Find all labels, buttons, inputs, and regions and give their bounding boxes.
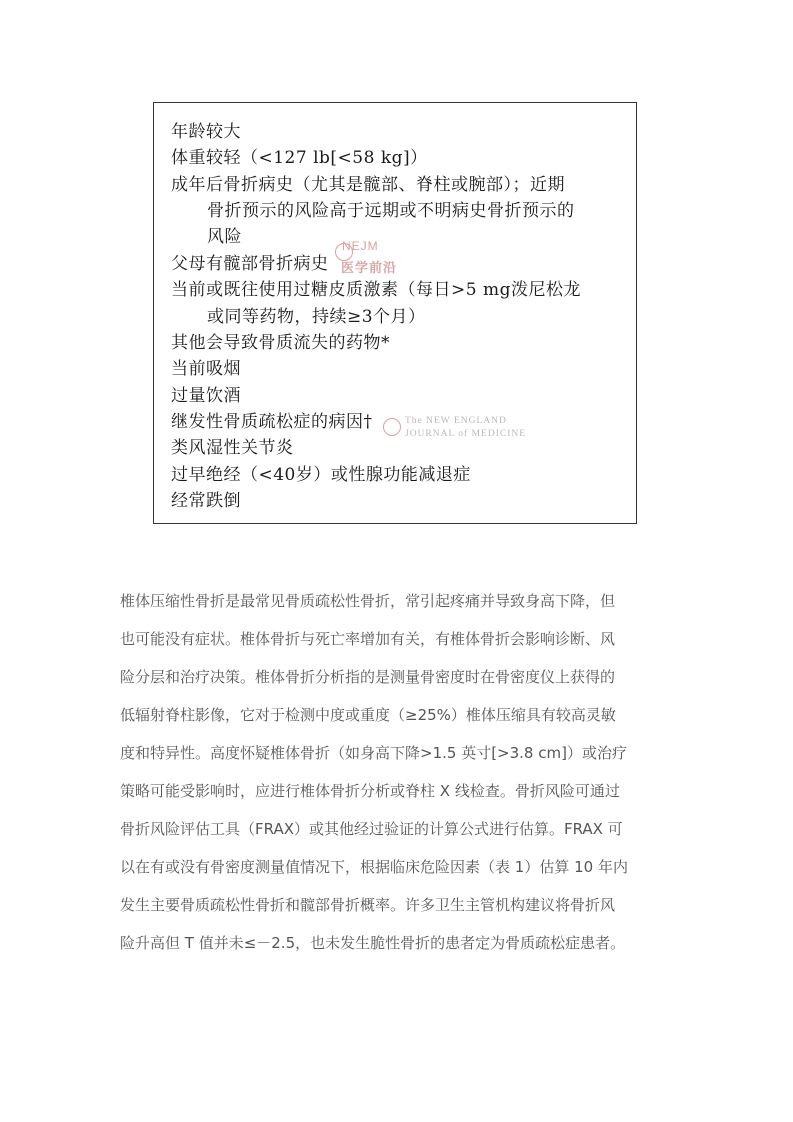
- nejm-watermark: [335, 239, 425, 283]
- paragraph-line: 低辐射脊柱影像，它对于检测中度或重度（≥25%）椎体压缩具有较高灵敏: [120, 706, 616, 724]
- paragraph-line: 度和特异性。高度怀疑椎体骨折（如身高下降>1.5 英寸[>3.8 cm]）或治疗: [120, 744, 627, 762]
- paragraph-line: 椎体压缩性骨折是最常见骨质疏松性骨折，常引起疼痛并导致身高下降，但: [120, 592, 616, 610]
- watermark-journal-line2: JOURNAL of MEDICINE: [405, 429, 527, 439]
- risk-factor-item: 父母有髋部骨折病史: [171, 254, 329, 274]
- watermark-brand-cn: 医学前沿: [341, 261, 398, 276]
- risk-factor-item: 成年后骨折病史（尤其是髋部、脊柱或腕部）；近期: [171, 175, 565, 195]
- risk-factor-item: 类风湿性关节炎: [171, 438, 294, 458]
- risk-factor-item-continued: 骨折预示的风险高于远期或不明病史骨折预示的: [207, 201, 575, 221]
- risk-factor-item-continued: 或同等药物，持续≥3个月）: [207, 307, 426, 327]
- risk-factor-item: 过早绝经（<40岁）或性腺功能减退症: [171, 465, 471, 485]
- paragraph-line: 也可能没有症状。椎体骨折与死亡率增加有关，有椎体骨折会影响诊断、风: [120, 630, 616, 648]
- risk-factor-item: 当前或既往使用过糖皮质激素（每日>5 mg泼尼松龙: [171, 280, 581, 300]
- risk-factor-item: 体重较轻（<127 lb[<58 kg]）: [171, 148, 428, 168]
- watermark-brand: NEJM: [342, 239, 379, 253]
- journal-watermark: [383, 415, 543, 449]
- risk-factor-item: 当前吸烟: [171, 359, 241, 379]
- risk-factor-item: 其他会导致骨质流失的药物*: [171, 333, 390, 353]
- watermark-journal-line1: The NEW ENGLAND: [405, 416, 507, 426]
- risk-factor-table: [153, 102, 637, 524]
- risk-factor-item: 过量饮酒: [171, 386, 241, 406]
- paragraph-line: 险升高但 T 值并未≤－2.5，也未发生脆性骨折的患者定为骨质疏松症患者。: [120, 934, 626, 952]
- risk-factor-item: 年龄较大: [171, 122, 241, 142]
- paragraph-line: 策略可能受影响时，应进行椎体骨折分析或脊柱 X 线检查。骨折风险可通过: [120, 782, 620, 800]
- paragraph-line: 骨折风险评估工具（FRAX）或其他经过验证的计算公式进行估算。FRAX 可: [120, 820, 623, 838]
- risk-factor-item: 经常跌倒: [171, 491, 241, 511]
- paragraph-line: 以在有或没有骨密度测量值情况下，根据临床危险因素（表 1）估算 10 年内: [120, 858, 628, 876]
- risk-factor-item-continued: 风险: [207, 227, 242, 247]
- paragraph-line: 发生主要骨质疏松性骨折和髋部骨折概率。许多卫生主管机构建议将骨折风: [120, 896, 616, 914]
- journal-seal-icon: [383, 418, 401, 436]
- risk-factor-item: 继发性骨质疏松症的病因†: [171, 412, 373, 432]
- paragraph-line: 险分层和治疗决策。椎体骨折分析指的是测量骨密度时在骨密度仪上获得的: [120, 668, 616, 686]
